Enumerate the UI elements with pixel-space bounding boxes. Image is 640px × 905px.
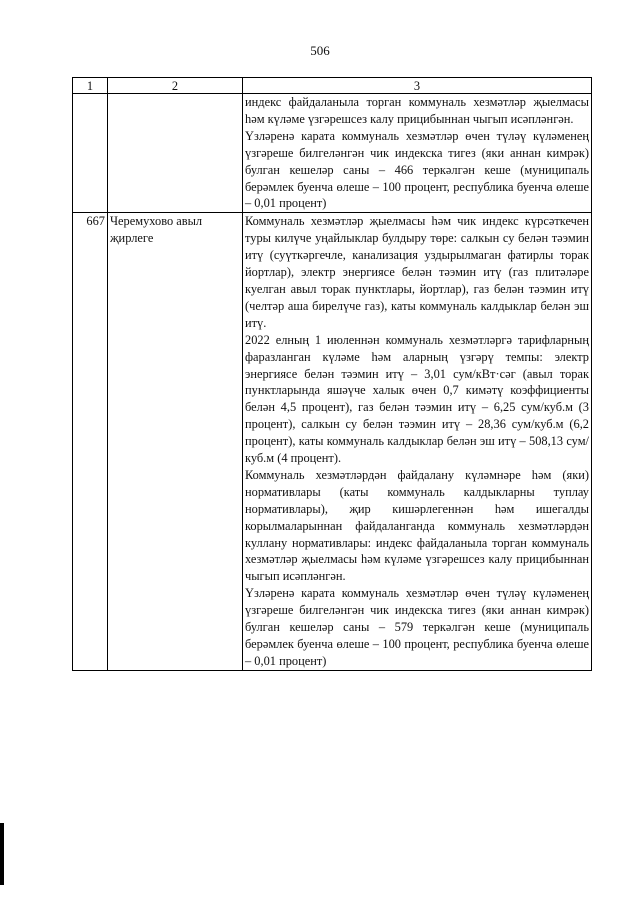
settlement-name: Черемухово авыл җирлеге — [108, 213, 243, 670]
page-number: 506 — [310, 43, 330, 58]
table-row — [73, 94, 592, 213]
header-col-1: 1 — [73, 78, 108, 94]
description-paragraph: Үзләренә карата коммуналь хезмәтләр өчен түләү күләменең үзгәреше билгеләнгән чик индекска тигез (яки аннан кимрәк) булган кешеләр саны – 466 теркәлгән кеше (муниципаль берәмлек буенча өлеше – 100 процент, республика буенча өлеше – 0,01 процент) — [245, 128, 589, 211]
table-row — [73, 213, 592, 670]
row-number: 667 — [73, 213, 108, 670]
row-number — [73, 94, 108, 213]
settlement-name — [108, 94, 243, 213]
row-description — [243, 213, 592, 670]
table-header-row — [73, 78, 592, 94]
description-paragraph: Коммуналь хезмәтләрдән файдалану күләмнәре һәм (яки) нормативлары (каты коммуналь калдыкларны туплау нормативлары), җир кишәрлегеннән һәм ишегалды корылмаларыннан файдаланганда коммуналь хезмәтләрдән куллану нормативлары: индекс файдаланыла торган коммуналь хезмәтләр җыелмасы һәм күләме үзгәрешсез калу прицибыннан чыгып исәпләнгән. — [245, 467, 589, 584]
header-col-3: 3 — [243, 78, 592, 94]
header-col-2: 2 — [108, 78, 243, 94]
description-paragraph: Үзләренә карата коммуналь хезмәтләр өчен түләү күләменең үзгәреше билгеләнгән чик индекска тигез (яки аннан кимрәк) булган кешеләр саны – 579 теркәлгән кеше (муниципаль берәмлек буенча өлеше – 100 процент, республика буенча өлеше – 0,01 процент) — [245, 586, 589, 668]
description-paragraph: Коммуналь хезмәтләр җыелмасы һәм чик индекс күрсәткечен туры килүче уңайлыклар булдыру төре: салкын су белән тәэмин итү (суүткәргечле, канализация уздырылмаган фатирлы торак йортлар), электр энергиясе белән тәэмин итү (газ плитәләре куелган авыл торак пунктлары, йортлар), газ белән тәэмин итү (челтәр аша бирелүче газ), каты коммуналь калдыклар белән эш итү. — [245, 214, 589, 330]
description-paragraph: 2022 елның 1 июленнән коммуналь хезмәтләргә тарифларның фаразланган күләме һәм аларның үзгәрү темпы: электр энергиясе белән тәэмин итү – 3,01 сум/кВт·сәг (авыл торак пунктларында яшәүче халык өчен 0,7 кимәтү коэффициенты белән 4,5 процент), газ белән тәэмин итү – 6,25 сум/куб.м (3 процент), салкын су белән тәэмин итү – 28,36 сум/куб.м (6,2 процент), каты коммуналь калдыклар белән эш итү – 508,13 сум/куб.м (4 процент). — [245, 332, 589, 466]
row-description — [243, 94, 592, 213]
scan-edge-mark — [0, 823, 4, 885]
description-paragraph: индекс файдаланыла торган коммуналь хезмәтләр җыелмасы һәм күләме үзгәрешсез калу прицибыннан чыгып исәпләнгән. — [245, 95, 589, 126]
tariff-table — [72, 77, 592, 671]
